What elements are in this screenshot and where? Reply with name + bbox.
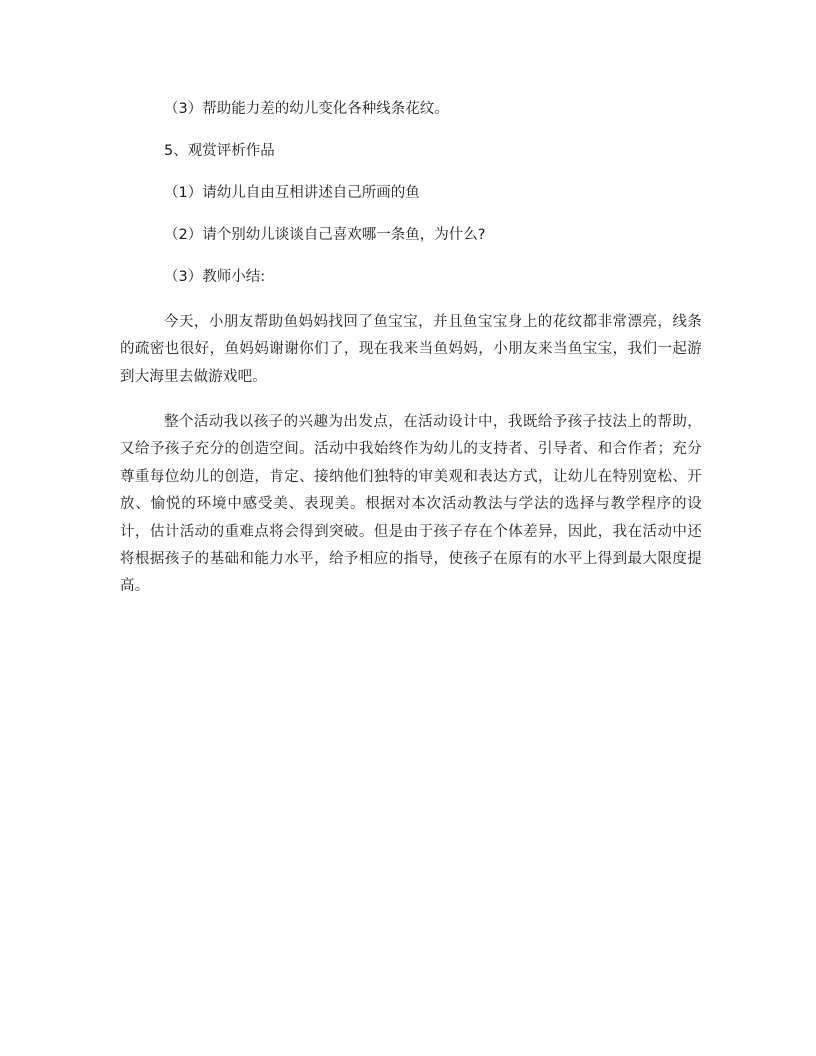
step-item-3-teacher-summary: （3）教师小结:: [164, 269, 266, 285]
reflection-paragraph: 整个活动我以孩子的兴趣为出发点，在活动设计中，我既给予孩子技法上的帮助，又给予孩子充分的创造空间。活动中我始终作为幼儿的支持者、引导者、和合作者；充分尊重每位幼儿的创造，肯定、接纳他们独特的审美观和表达方式，让幼儿在特别宽松、开放、愉悦的环境中感受美、表现美。根据对本次活动教法与学法的选择与教学程序的设计，估计活动的重难点将会得到突破。但是由于孩子存在个体差异，因此，我在活动中还将根据孩子的基础和能力水平，给予相应的指导，使孩子在原有的水平上得到最大限度提高。: [120, 414, 702, 595]
section-heading-5-appreciate-works: 5、观赏评析作品: [164, 143, 275, 159]
step-item-2-favorite-fish: （2）请个别幼儿谈谈自己喜欢哪一条鱼，为什么?: [164, 227, 486, 243]
step-item-3-help-weaker-children: （3）帮助能力差的幼儿变化各种线条花纹。: [164, 101, 449, 117]
step-item-1-children-describe-fish: （1）请幼儿自由互相讲述自己所画的鱼: [164, 185, 420, 201]
summary-paragraph: 今天，小朋友帮助鱼妈妈找回了鱼宝宝，并且鱼宝宝身上的花纹都非常漂亮，线条的疏密也很好，鱼妈妈谢谢你们了，现在我来当鱼妈妈，小朋友来当鱼宝宝，我们一起游到大海里去做游戏吧。: [120, 314, 702, 385]
